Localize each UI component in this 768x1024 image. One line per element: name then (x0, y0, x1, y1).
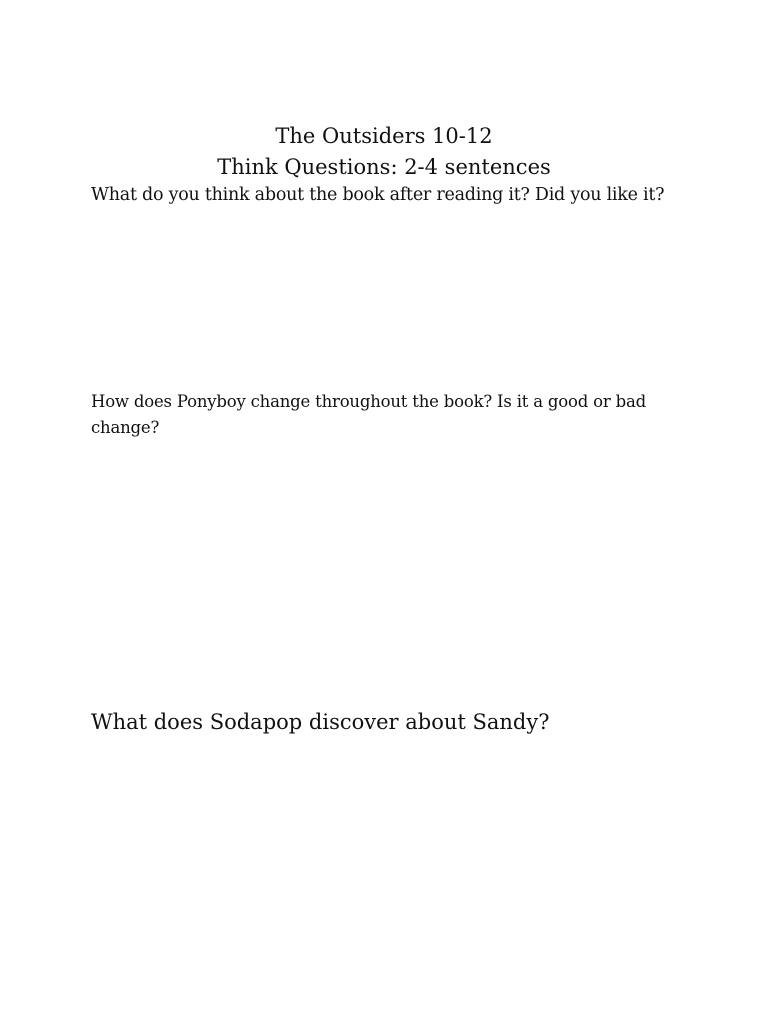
title-block (0, 121, 768, 183)
question-3: What does Sodapop discover about Sandy? (91, 710, 550, 734)
question-1: What do you think about the book after reading it? Did you like it? (91, 185, 665, 205)
document-subtitle: Think Questions: 2-4 sentences (217, 155, 551, 179)
document-title: The Outsiders 10-12 (275, 124, 493, 148)
question-2: How does Ponyboy change throughout the book? Is it a good or bad change? (91, 392, 646, 437)
